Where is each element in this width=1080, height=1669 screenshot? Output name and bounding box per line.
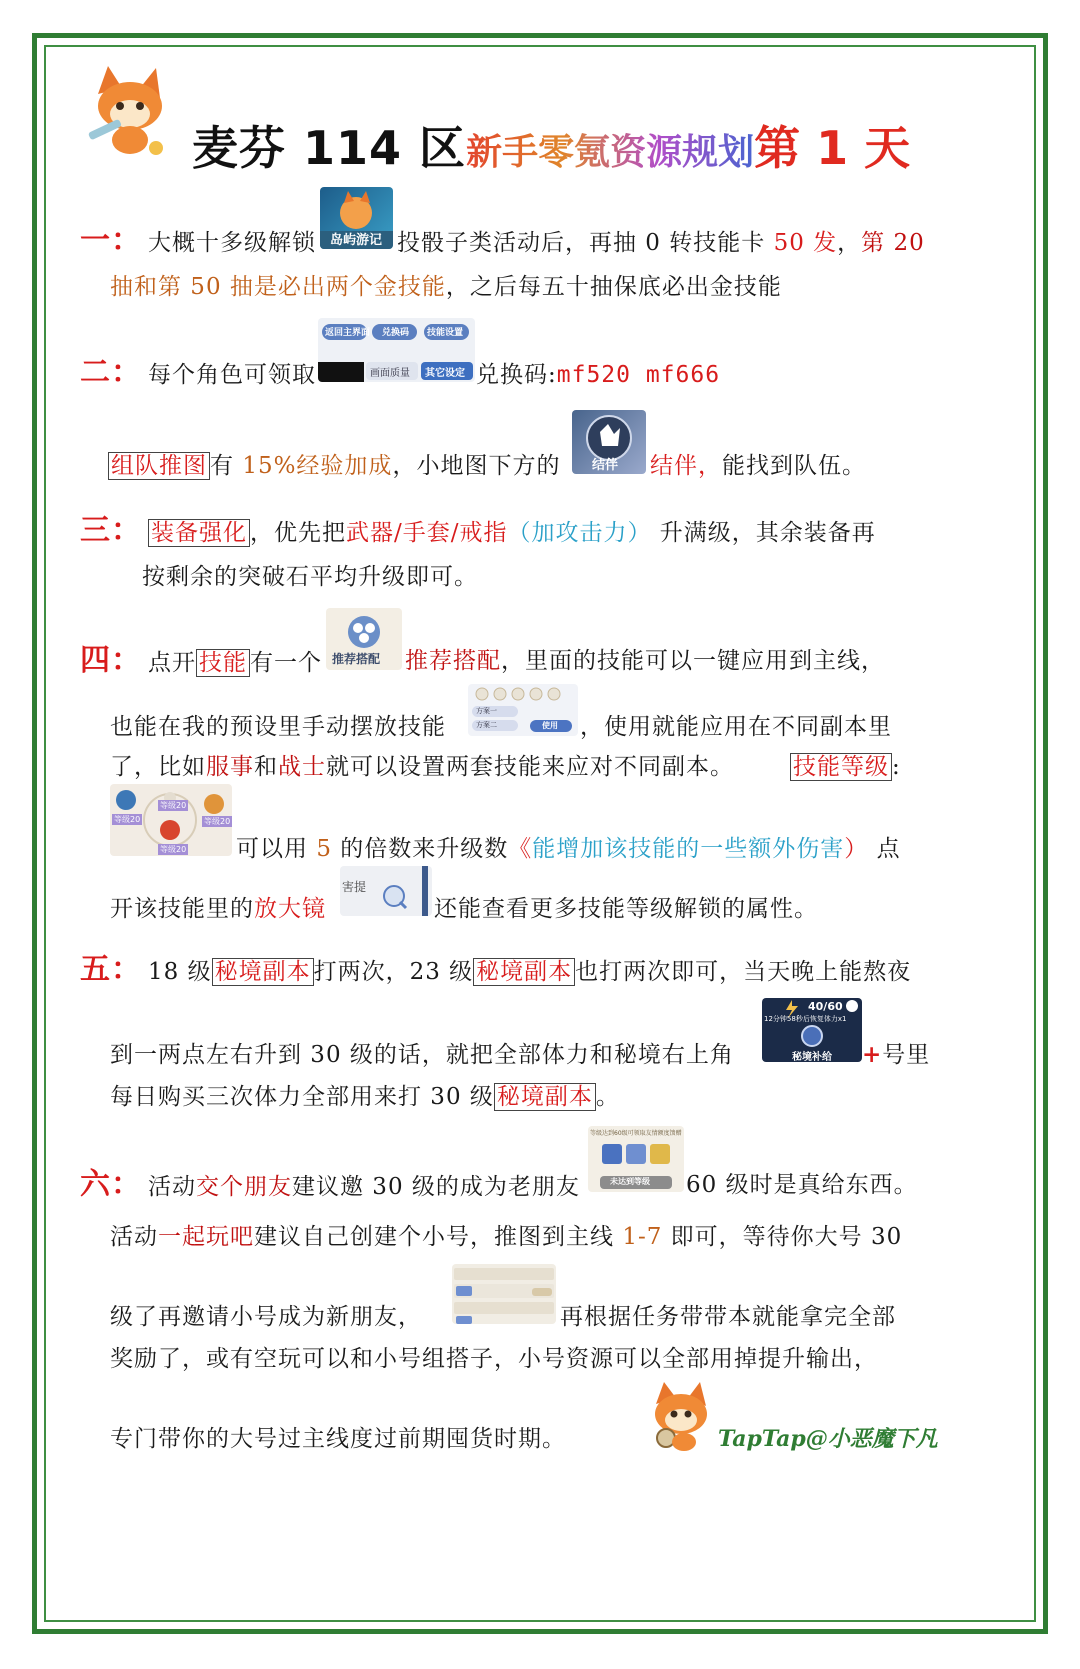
s4-line4c: 的倍数来升级数 <box>331 836 509 862</box>
s6-line3a: 级了再邀请小号成为新朋友， <box>110 1304 422 1330</box>
magnifier-thumbnail <box>340 866 432 916</box>
skill-level-badge-2: 等级20 <box>160 801 187 810</box>
secret-supply-label: 秘境补给 <box>792 1052 832 1062</box>
s5-line2a: 到一两点左右升到 30 级的话，就把全部体力和秘境右上角 <box>110 1042 734 1068</box>
s6-text-d: 60 级时是真给东西。 <box>686 1172 918 1198</box>
recommend-combo-label: 推荐搭配 <box>332 652 381 666</box>
s1-text-b: 投骰子类活动后，再抽 0 转技能卡 <box>397 230 774 256</box>
section3-number: 三： <box>80 513 142 548</box>
recommend-combo-icon <box>326 608 402 670</box>
skill-box: 技能 <box>196 649 250 677</box>
other-settings-button: 其它设定 <box>421 362 473 380</box>
exp-bonus: 15%经验加成 <box>242 453 393 479</box>
preset-one: 方案一 <box>472 706 518 717</box>
skill-preset-thumbnail <box>468 684 578 736</box>
s4-line2b: ，使用就能应用在不同副本里 <box>580 714 892 740</box>
stamina-thumbnail <box>762 998 862 1062</box>
graphics-quality-button: 画面质量 <box>366 362 418 380</box>
s2-text-b: 有 <box>210 453 243 479</box>
section4-number: 四： <box>80 643 142 678</box>
multiple-five: 5 <box>316 836 332 862</box>
s6-line2e: 即可，等待你大号 30 <box>662 1224 903 1250</box>
stamina-count: 40/60 <box>808 1000 843 1013</box>
cat-signature-icon <box>644 1380 718 1454</box>
settings-menu-thumbnail <box>318 318 475 382</box>
return-main-button: 返回主界面 <box>322 324 367 340</box>
redeem-codes: mf520 mf666 <box>556 362 721 388</box>
s3-paren-open: （ <box>507 520 532 546</box>
s4-text-b: 有一个 <box>250 650 322 676</box>
s5-period: 。 <box>595 1084 620 1110</box>
secret-dungeon-box-3: 秘境副本 <box>494 1083 596 1111</box>
team-push-box: 组队推图 <box>108 452 210 480</box>
plus-sign: + <box>862 1041 883 1068</box>
hint-label: 害提 <box>342 880 367 894</box>
level-not-reached-button: 未达到等级 <box>600 1176 672 1189</box>
section6-number: 六： <box>80 1167 142 1202</box>
s4-line3e: 就可以设置两套技能来应对不同副本。 <box>326 754 734 780</box>
s6-line5: 专门带你的大号过主线度过前期囤货时期。 <box>110 1426 566 1452</box>
play-together-event: 一起玩吧 <box>158 1224 254 1250</box>
s3-text-f: 升满级，其余装备再 <box>651 520 876 546</box>
island-journey-icon <box>320 187 393 249</box>
s1-draw20: 第 20 <box>861 230 925 256</box>
skill-setting-button: 技能设置 <box>424 324 469 340</box>
cat-mascot-icon <box>78 62 178 162</box>
stage-1-7: 1-7 <box>622 1224 663 1250</box>
skill-level-box: 技能等级 <box>790 753 892 781</box>
page-title <box>192 112 910 178</box>
secret-dungeon-box-1: 秘境副本 <box>212 958 314 986</box>
skill-level-badge-1: 等级20 <box>114 815 141 824</box>
s6-line2c: 建议自己创建个小号，推图到主线 <box>254 1224 623 1250</box>
s4-text-a: 点开 <box>148 650 196 676</box>
recommend-combo-word: 推荐搭配 <box>405 648 501 674</box>
title-part2: 新手零氪资源规划 <box>466 132 755 173</box>
s6-line3b: 再根据任务带带本就能拿完全部 <box>560 1304 896 1330</box>
secret-dungeon-box-2: 秘境副本 <box>473 958 575 986</box>
black-redaction <box>318 362 364 382</box>
s4-bracket: 《 <box>508 836 533 862</box>
title-part1: 麦芬 114 区 <box>192 121 467 175</box>
s6-text-a: 活动 <box>148 1174 196 1200</box>
s3-paren-close: ） <box>627 520 652 546</box>
s6-text-c: 建议邀 30 级的成为老朋友 <box>292 1174 580 1200</box>
s4-line4a: 可以用 <box>236 836 317 862</box>
class-warrior: 战士 <box>278 754 326 780</box>
s3-gear: 武器/手套/戒指 <box>346 520 508 546</box>
s5-line3a: 每日购买三次体力全部用来打 30 级 <box>110 1084 494 1110</box>
s5-text-a: 18 级 <box>148 959 212 985</box>
magnifier-word: 放大镜 <box>254 896 326 922</box>
s4-line5c: 还能查看更多技能等级解锁的属性。 <box>434 896 818 922</box>
s2-text-e: 能找到队伍。 <box>722 453 866 479</box>
s1-text-a: 大概十多级解锁 <box>148 230 316 256</box>
make-friends-event: 交个朋友 <box>196 1174 292 1200</box>
s6-line2a: 活动 <box>110 1224 158 1250</box>
partner-word: 结伴， <box>650 453 722 479</box>
s4-point: 点 <box>868 836 901 862</box>
redeem-code-button: 兑换码 <box>372 324 417 340</box>
section1-number: 一： <box>80 223 142 258</box>
task-list-icon <box>452 1264 556 1324</box>
magnifier-icon <box>340 866 432 916</box>
partner-icon-label: 结伴 <box>592 458 619 473</box>
s3-text-a: ，优先把 <box>250 520 346 546</box>
s2-text-a: 每个角色可领取 <box>148 362 316 388</box>
partner-icon <box>572 410 646 474</box>
equip-upgrade-box: 装备强化 <box>148 519 250 547</box>
extra-damage: 能增加该技能的一些额外伤害 <box>532 836 845 862</box>
s1-draws: 50 发 <box>773 230 838 256</box>
section2-number: 二： <box>80 355 142 390</box>
skill-level-badge-4: 等级20 <box>160 845 187 854</box>
s4-line2a: 也能在我的预设里手动摆放技能 <box>110 714 446 740</box>
s4-text-d: ，里面的技能可以一键应用到主线， <box>501 648 885 674</box>
island-journey-label: 岛屿游记 <box>330 233 383 248</box>
skill-level-thumbnail <box>110 784 232 856</box>
use-preset-button: 使用 <box>530 720 572 732</box>
s1-pity: ，之后每五十抽保底必出金技能 <box>445 274 782 300</box>
author-signature: TapTap@小恶魔下凡 <box>718 1426 938 1452</box>
s1-comma: ， <box>837 230 862 256</box>
preset-slots-icon <box>468 684 578 704</box>
s3-line2: 按剩余的突破石平均升级即可。 <box>142 564 478 590</box>
s6-line4: 奖励了，或有空玩可以和小号组搭子，小号资源可以全部用掉提升输出， <box>110 1346 878 1372</box>
section5-number: 五： <box>80 952 142 987</box>
s4-line3a: 了，比如 <box>110 754 206 780</box>
skill-level-badge-3: 等级20 <box>204 817 231 826</box>
friend-reward-thumbnail <box>588 1126 684 1192</box>
task-list-thumbnail <box>452 1264 556 1324</box>
s2-text-c: ，小地图下方的 <box>392 453 561 479</box>
s5-line2b: 号里 <box>882 1042 931 1068</box>
recommend-art-icon <box>326 608 402 652</box>
class-priest: 服事 <box>206 754 254 780</box>
s3-attack: 加攻击力 <box>531 520 628 546</box>
preset-two: 方案二 <box>472 720 518 731</box>
s2-code-label: 兑换码: <box>476 362 557 388</box>
s5-text-b: 打两次，23 级 <box>313 959 474 985</box>
s4-colon: : <box>892 754 901 780</box>
reward-items-icon <box>588 1138 684 1178</box>
s4-bracket-close: ） <box>844 836 869 862</box>
friend-reward-text: 等级达到60级可领取友情额度馈赠 <box>590 1130 682 1137</box>
s4-and: 和 <box>254 754 278 780</box>
s5-text-c: 也打两次即可，当天晚上能熬夜 <box>575 959 912 985</box>
stamina-timer: 12分钟58秒后恢复体力x1 <box>764 1015 847 1023</box>
title-part3: 第 1 天 <box>754 121 911 175</box>
s1-guarantee: 抽和第 50 抽是必出两个金技能 <box>110 274 446 300</box>
s4-line5a: 开该技能里的 <box>110 896 254 922</box>
